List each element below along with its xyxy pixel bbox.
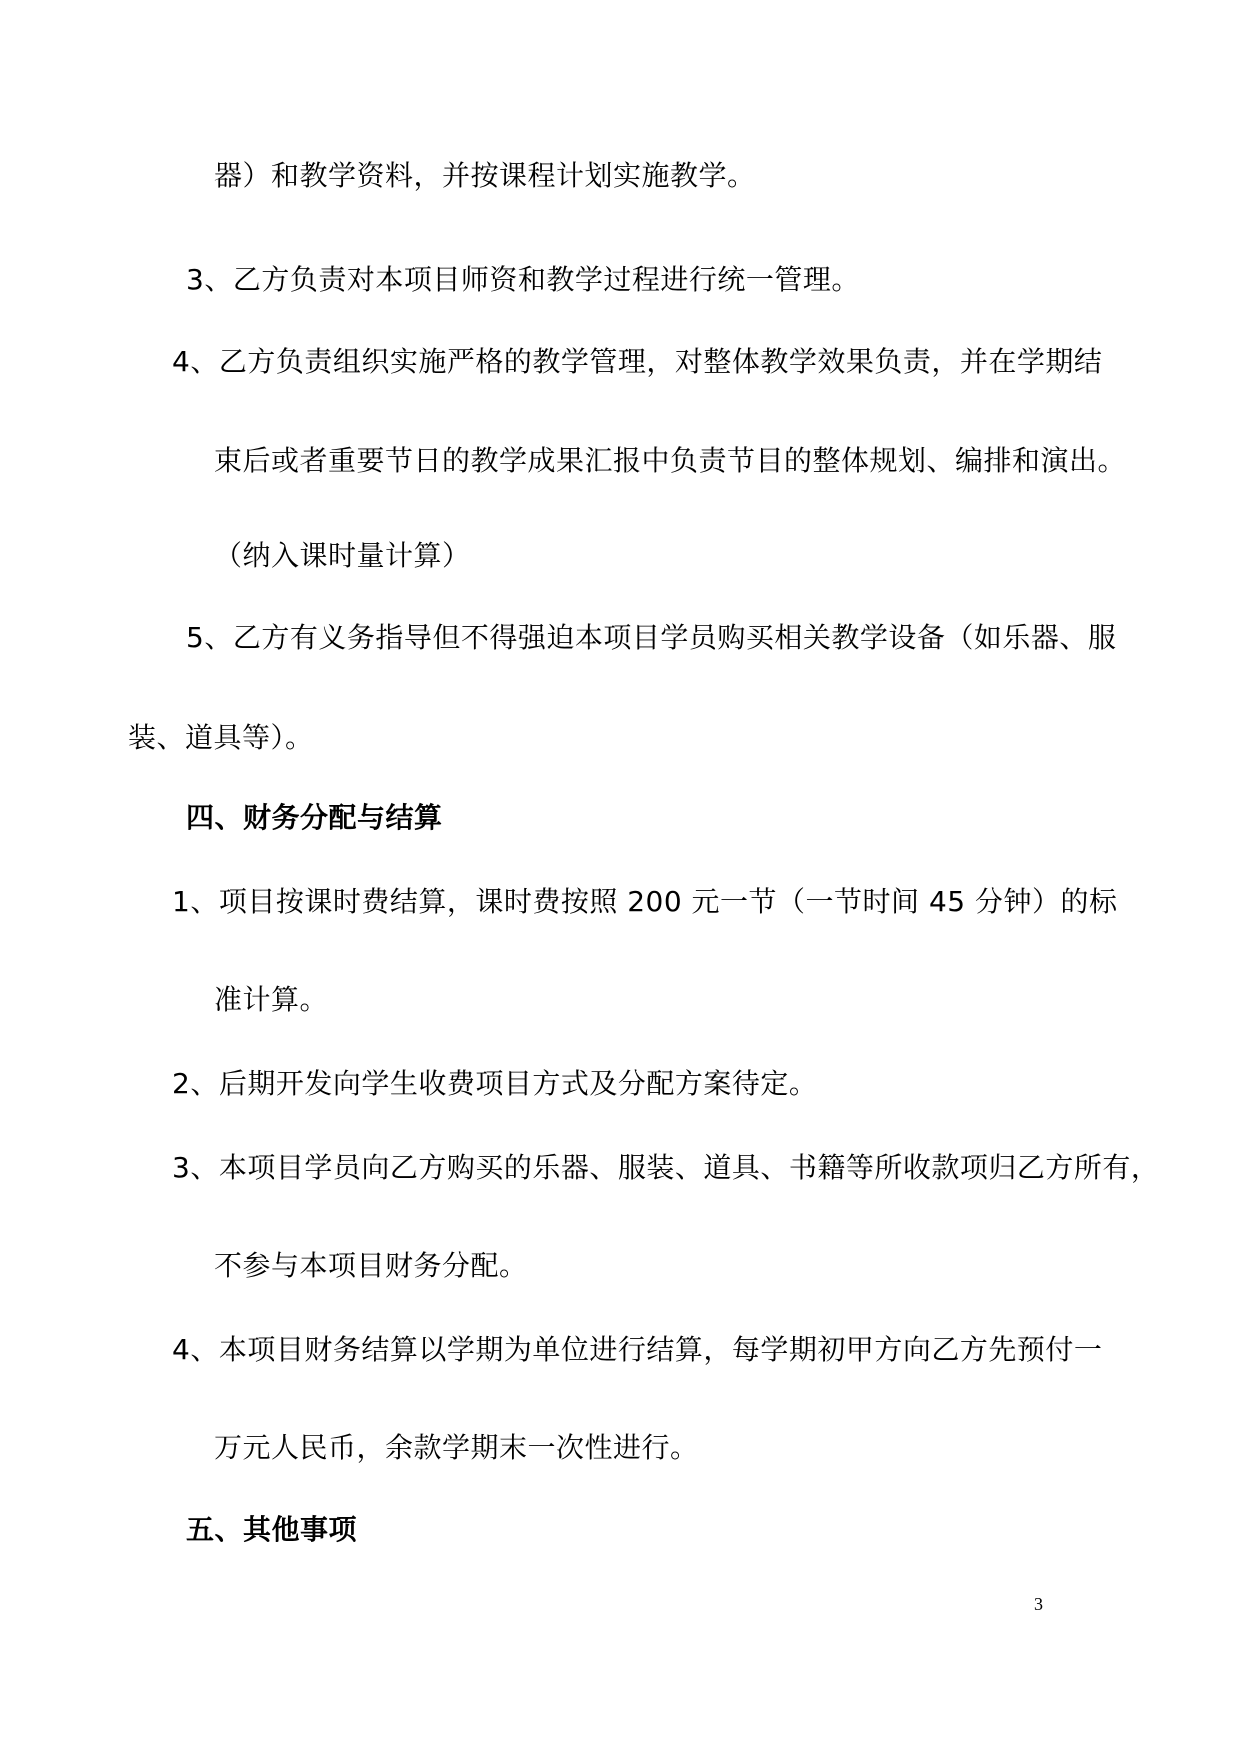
paragraph-line: 万元人民币，余款学期末一次性进行。 [214, 1431, 699, 1464]
paragraph-line: 4、乙方负责组织实施严格的教学管理，对整体教学效果负责，并在学期结 [172, 345, 1103, 378]
paragraph-line: 装、道具等）。 [128, 721, 314, 754]
paragraph-line: 器）和教学资料，并按课程计划实施教学。 [214, 159, 756, 192]
paragraph-line: 3、乙方负责对本项目师资和教学过程进行统一管理。 [186, 263, 860, 296]
page-number: 3 [1034, 1594, 1043, 1614]
paragraph-line: 3、本项目学员向乙方购买的乐器、服装、道具、书籍等所收款项归乙方所有， [172, 1151, 1160, 1184]
paragraph-line: 2、后期开发向学生收费项目方式及分配方案待定。 [172, 1067, 818, 1100]
section-heading: 四、财务分配与结算 [186, 801, 443, 834]
paragraph-line: 4、本项目财务结算以学期为单位进行结算，每学期初甲方向乙方先预付一 [172, 1333, 1103, 1366]
paragraph-line: 不参与本项目财务分配。 [214, 1249, 528, 1282]
section-heading: 五、其他事项 [186, 1513, 358, 1546]
paragraph-line: （纳入课时量计算） [214, 539, 471, 572]
paragraph-line: 5、乙方有义务指导但不得强迫本项目学员购买相关教学设备（如乐器、服 [186, 621, 1117, 654]
paragraph-line: 束后或者重要节日的教学成果汇报中负责节目的整体规划、编排和演出。 [214, 444, 1127, 477]
paragraph-line: 1、项目按课时费结算，课时费按照 200 元一节（一节时间 45 分钟）的标 [172, 885, 1118, 918]
paragraph-line: 准计算。 [214, 983, 329, 1016]
